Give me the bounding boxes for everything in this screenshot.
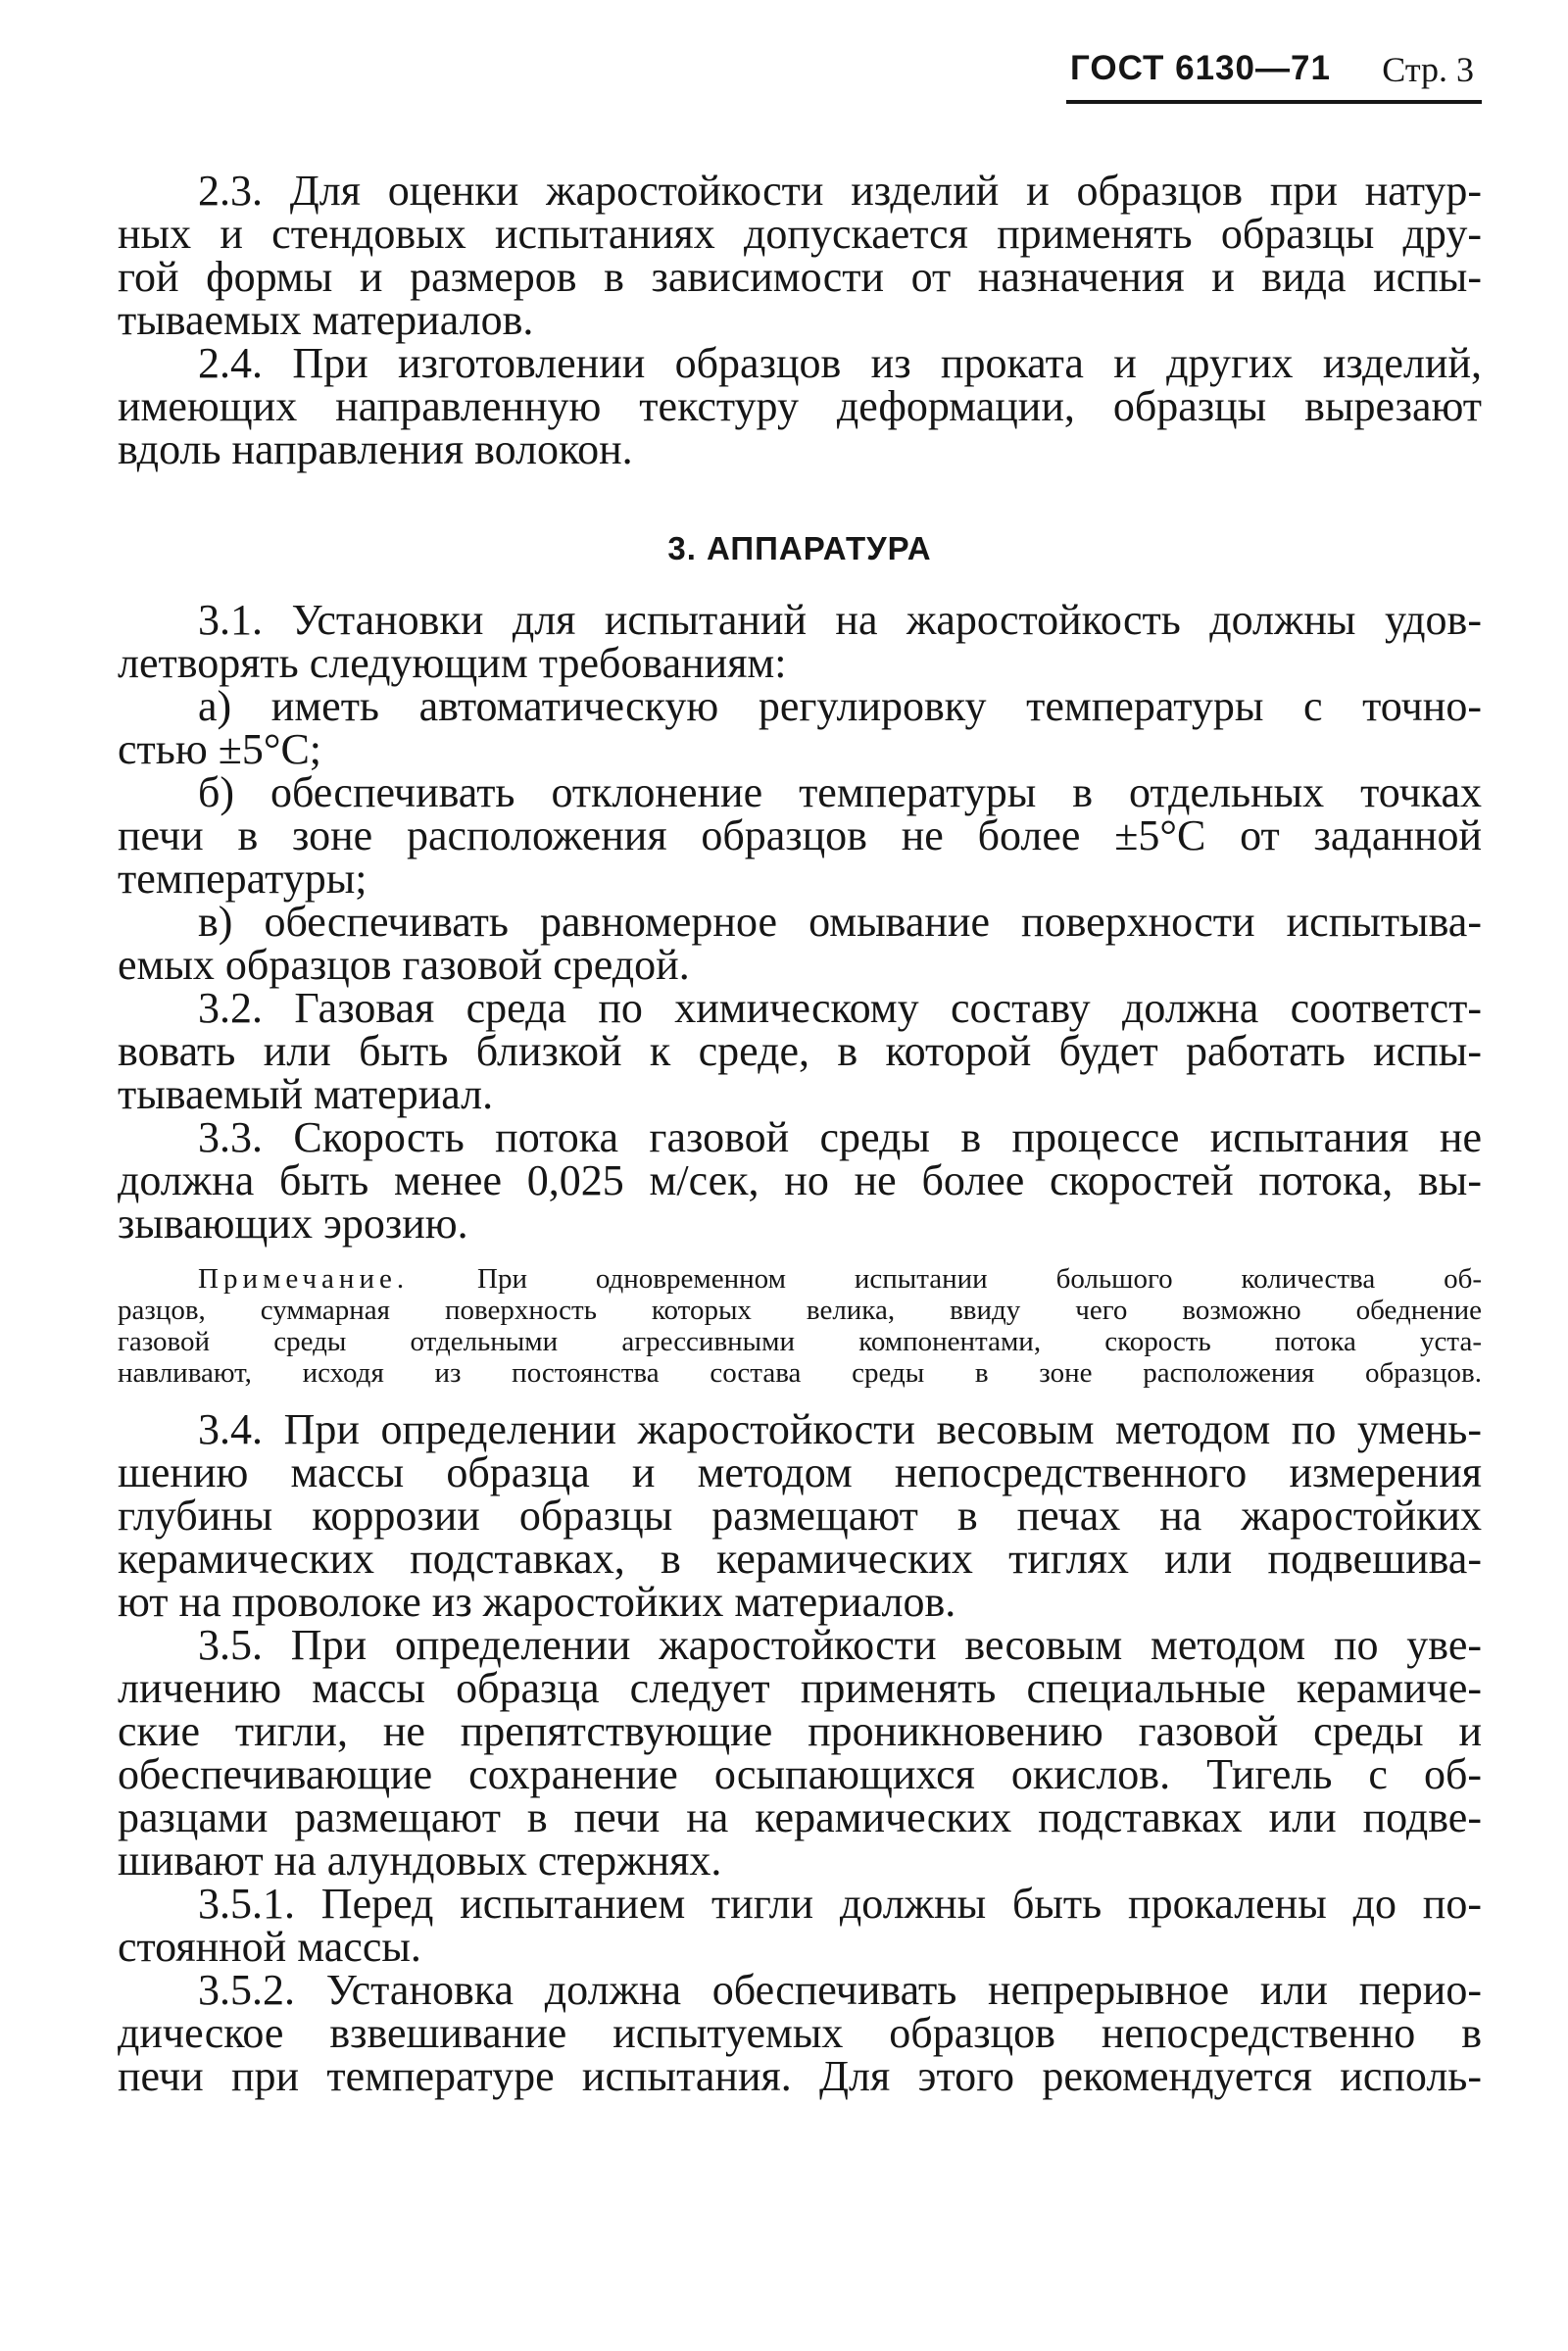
paragraph-line: 3.5. При определении жаростойкости весовым методом по уве- [198,1621,1482,1669]
paragraph-line: б) обеспечивать отклонение температуры в отдельных точках [198,768,1482,816]
standard-number: ГОСТ 6130—71 [1070,49,1331,87]
note-line: разцов, суммарная поверхность которых велика, ввиду чего возможно обеднение [118,1295,1482,1326]
paragraph-line: шивают на алундовых стержнях. [118,1837,722,1885]
paragraph-line: глубины коррозии образцы размещают в печах на жаростойких [118,1492,1482,1540]
paragraph-line: 3.4. При определении жаростойкости весовым методом по умень- [198,1405,1482,1453]
paragraph-line: имеющих направленную текстуру деформации, образцы вырезают [118,382,1482,430]
paragraph-line: ют на проволоке из жаростойких материалов. [118,1578,956,1626]
paragraph-line: стоянной массы. [118,1923,421,1971]
page-number: Стр. 3 [1382,50,1474,89]
note-line [118,1264,1482,1295]
paragraph-line: должна быть менее 0,025 м/сек, но не более скоростей потока, вы- [118,1156,1482,1204]
note-line: газовой среды отдельными агрессивными компонентами, скорость потока уста- [118,1326,1482,1357]
paragraph-line: личению массы образца следует применять специальные керамиче- [118,1664,1482,1712]
paragraph-line: зывающих эрозию. [118,1200,468,1248]
paragraph-line: 2.4. При изготовлении образцов из проката и других изделий, [198,339,1482,387]
paragraph-line: 3.5.2. Установка должна обеспечивать непрерывное или перио- [198,1966,1482,2014]
paragraph-line: ские тигли, не препятствующие проникновению газовой среды и [118,1707,1482,1755]
paragraph-line: емых образцов газовой средой. [118,941,690,989]
paragraph-line: температуры; [118,855,368,903]
paragraph-line: 3.5.1. Перед испытанием тигли должны быть прокалены до по- [198,1880,1482,1928]
paragraph-line: шению массы образца и методом непосредственного измерения [118,1448,1482,1496]
paragraph-line: 3.1. Установки для испытаний на жаростойкость должны удов- [198,596,1482,644]
page-header [1066,43,1482,104]
paragraph-line: разцами размещают в печи на керамических подставках или подве- [118,1793,1482,1841]
section-heading: 3. АППАРАТУРА [667,530,932,566]
paragraph-line: печи в зоне расположения образцов не более ±5°С от заданной [118,811,1482,859]
paragraph-line: стью ±5°С; [118,725,322,773]
note-line: навливают, исходя из постоянства состава среды в зоне расположения образцов. [118,1357,1482,1389]
paragraph-line: тываемый материал. [118,1070,494,1118]
paragraph-line: 3.3. Скорость потока газовой среды в процессе испытания не [198,1113,1482,1161]
note-text: При одновременном испытании большого количества об- [477,1263,1483,1295]
paragraph-line: тываемых материалов. [118,296,534,344]
paragraph-line: 3.2. Газовая среда по химическому составу должна соответст- [198,984,1482,1032]
paragraph-line: 2.3. Для оценки жаростойкости изделий и образцов при натур- [198,167,1482,215]
paragraph-line: вдоль направления волокон. [118,425,633,473]
paragraph-line: печи при температуре испытания. Для этого рекомендуется исполь- [118,2052,1482,2100]
paragraph-line: ных и стендовых испытаниях допускается применять образцы дру- [118,210,1482,258]
paragraph-line: вовать или быть близкой к среде, в которой будет работать испы- [118,1027,1482,1075]
paragraph-line: а) иметь автоматическую регулировку температуры с точно- [198,682,1482,730]
paragraph-line: обеспечивающие сохранение осыпающихся окислов. Тигель с об- [118,1750,1482,1798]
paragraph-line: гой формы и размеров в зависимости от назначения и вида испы- [118,253,1482,301]
paragraph-line: дическое взвешивание испытуемых образцов непосредственно в [118,2009,1482,2057]
paragraph-line: керамических подставках, в керамических тиглях или подвешива- [118,1535,1482,1583]
note-label: Примечание. [198,1263,410,1295]
paragraph-line: летворять следующим требованиям: [118,639,787,687]
paragraph-line: в) обеспечивать равномерное омывание поверхности испытыва- [198,898,1482,946]
